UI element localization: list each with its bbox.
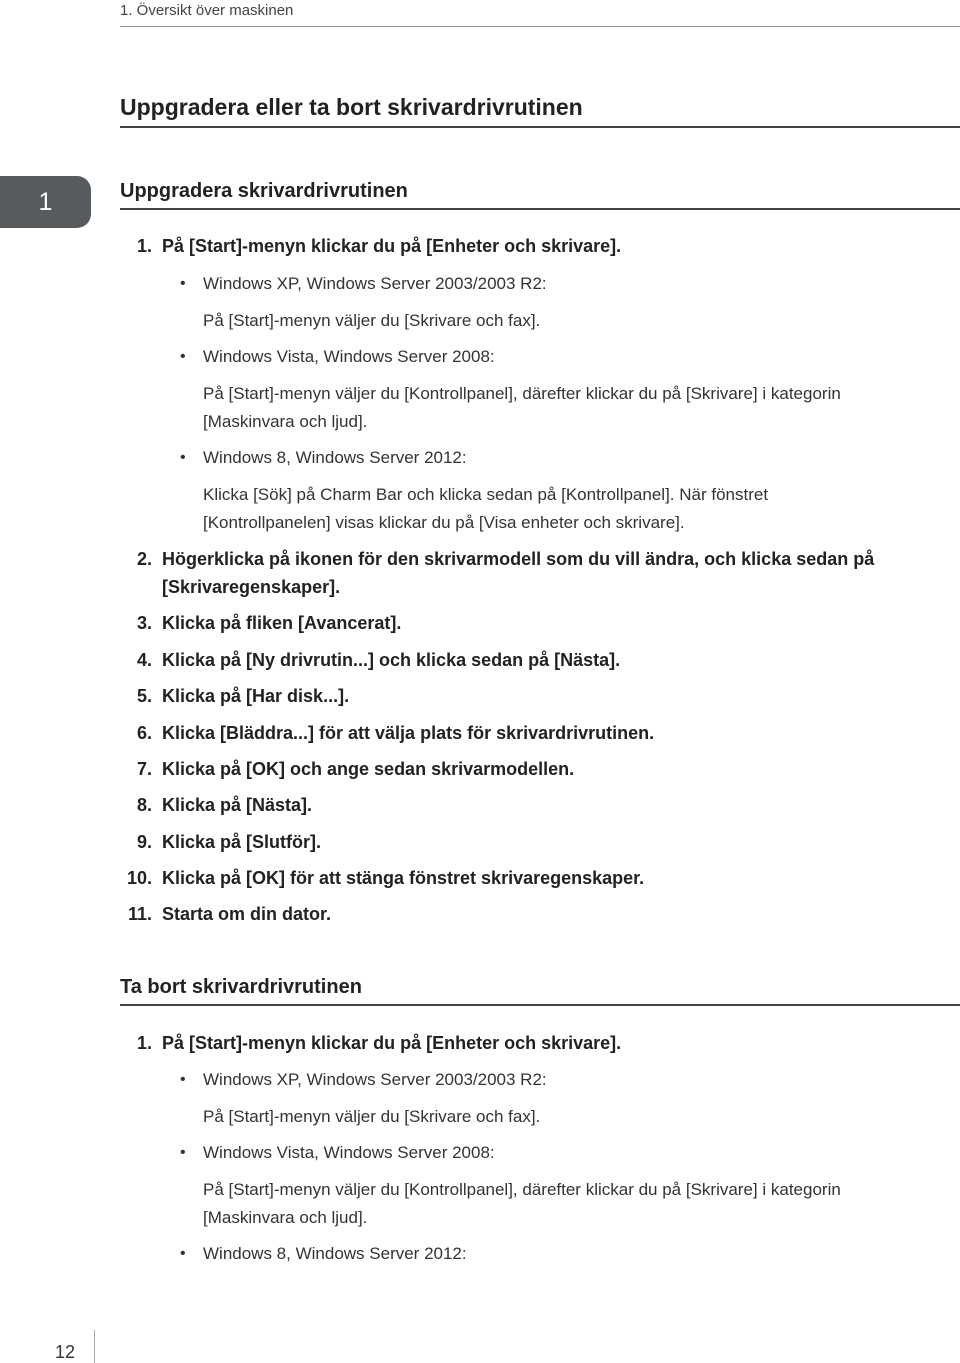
bullet-detail: Klicka [Sök] på Charm Bar och klicka sedan på [Kontrollpanel]. När fönstret [203,485,769,504]
step-text: Klicka på [Har disk...]. [162,686,350,706]
bullet-dot-icon: • [180,1144,186,1161]
step-text: [Skrivaregenskaper]. [162,577,341,597]
bullet-detail: [Kontrollpanelen] visas klickar du på [Visa enheter och skrivare]. [203,513,685,532]
bullet-dot-icon: • [180,449,186,466]
bullet-detail: [Maskinvara och ljud]. [203,412,368,431]
bullet-label: Windows Vista, Windows Server 2008: [203,1143,495,1162]
step-number: 4. [136,650,152,670]
step-text: Klicka på [OK] och ange sedan skrivarmodellen. [162,759,575,779]
bullet-label: Windows 8, Windows Server 2012: [203,1244,467,1263]
bullet-dot-icon: • [180,1071,186,1088]
step-text: Klicka på [Nästa]. [162,795,313,815]
page-number: 12 [55,1342,76,1362]
step-text: Högerklicka på ikonen för den skrivarmodell som du vill ändra, och klicka sedan på [162,549,875,569]
bullet-detail: På [Start]-menyn väljer du [Kontrollpanel], därefter klickar du på [Skrivare] i kategorin [203,1180,841,1199]
step-text: Klicka på [Ny drivrutin...] och klicka sedan på [Nästa]. [162,650,621,670]
bullet-detail: På [Start]-menyn väljer du [Kontrollpanel], därefter klickar du på [Skrivare] i kategorin [203,384,841,403]
bullet-label: Windows XP, Windows Server 2003/2003 R2: [203,1070,547,1089]
step-text: Klicka på fliken [Avancerat]. [162,613,402,633]
step-number: 1. [136,236,152,256]
bullet-dot-icon: • [180,348,186,365]
bullet-label: Windows 8, Windows Server 2012: [203,448,467,467]
bullet-label: Windows Vista, Windows Server 2008: [203,347,495,366]
bullet-detail: På [Start]-menyn väljer du [Skrivare och fax]. [203,311,541,330]
bullet-dot-icon: • [180,275,186,292]
chapter-tab: 1 [0,176,91,228]
step-text: På [Start]-menyn klickar du på [Enheter och skrivare]. [162,1033,622,1053]
step-number: 3. [136,613,152,633]
step-number: 8. [136,795,152,815]
step-number: 10. [126,868,152,888]
bullet-dot-icon: • [180,1245,186,1262]
bullet-detail: [Maskinvara och ljud]. [203,1208,368,1227]
step-text: Klicka [Bläddra...] för att välja plats för skrivardrivrutinen. [162,723,655,743]
step-text: Starta om din dator. [162,904,332,924]
step-text: Klicka på [OK] för att stänga fönstret skrivaregenskaper. [162,868,645,888]
step-number: 7. [136,759,152,779]
section-title: Uppgradera eller ta bort skrivardrivrutinen [120,92,960,128]
step-text: Klicka på [Slutför]. [162,832,322,852]
step-number: 2. [136,549,152,569]
bullet-label: Windows XP, Windows Server 2003/2003 R2: [203,274,547,293]
remove-heading: Ta bort skrivardrivrutinen [120,973,960,1006]
bullet-detail: På [Start]-menyn väljer du [Skrivare och fax]. [203,1107,541,1126]
step-text: På [Start]-menyn klickar du på [Enheter och skrivare]. [162,236,622,256]
upgrade-heading: Uppgradera skrivardrivrutinen [120,177,960,210]
step-number: 11. [127,904,152,924]
running-header: 1. Översikt över maskinen [120,0,960,27]
footer-divider [94,1330,95,1363]
step-number: 9. [136,832,152,852]
step-number: 1. [136,1033,152,1053]
step-number: 5. [136,686,152,706]
step-number: 6. [136,723,152,743]
